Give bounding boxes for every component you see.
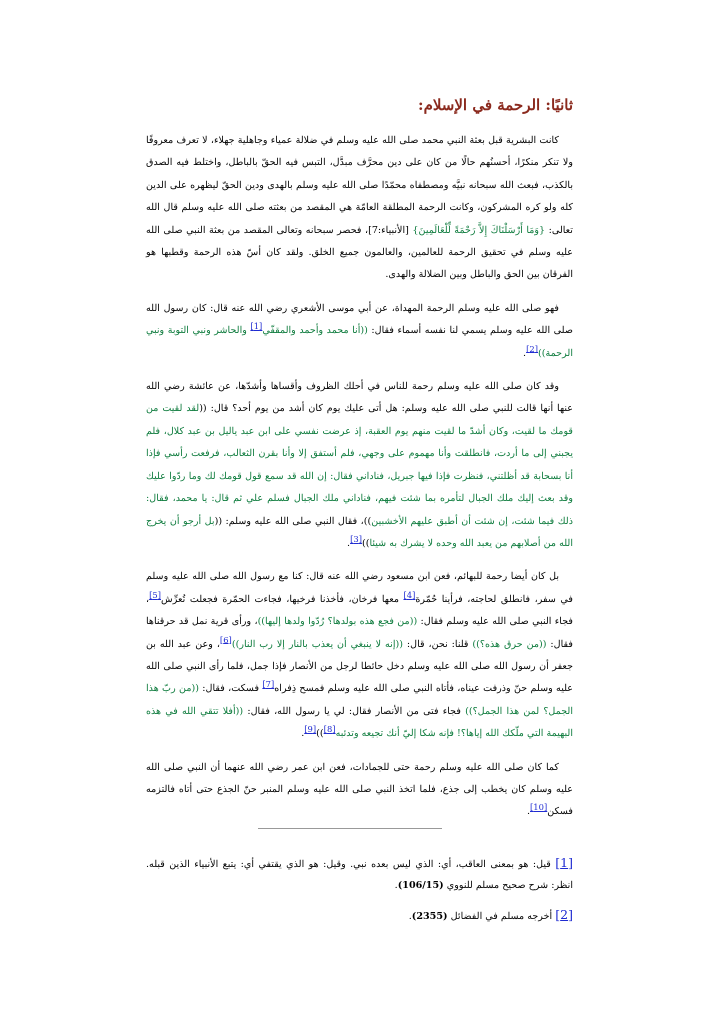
footnote-ref-5[interactable]: [5] [149, 589, 162, 600]
footnote-2-end: . [408, 911, 412, 922]
p4-text-b: معها فرخان، فأخذنا فرخيها، فجاءت الحمّرة فجعلت تُعرِّش [161, 593, 404, 605]
hadith-quote-8: ((من ربّ هذا الجمل؟ لمن هذا الجمل؟)) [146, 683, 574, 717]
paragraph-3 [146, 376, 573, 555]
footnote-ref-10[interactable]: [10] [530, 802, 548, 813]
footnote-ref-3[interactable]: [3] [350, 533, 362, 544]
p3-text-c: )) [361, 537, 370, 549]
main-content [146, 96, 573, 835]
hadith-quote-3: لقد لقيت من قومك ما لقيت، وكان أشدّ ما لقيت منهم يوم العقبة، إذ عرضت نفسي على ابن عبد ياليل بن عبد كلال، فلم يجبني إلى ما أردت، فانطلقت وأنا مهموم على وجهي، فلم أستفق إلا وأنا بقرن الثعالب، فرفعت رأسي فإذا أنا بسحابة قد أظلتني، فنظرت فإذا فيها جبريل، فناداني فقال: إن الله قد سمع قول قومك لك وما ردّوا عليك وقد بعث إليك ملك الجبال لتأمره بما شئت فيهم، فناداني ملك الجبال فسلم علي ثم قال: يا محمد، فقال: ذلك فيما شئت، إن شئت أن أطبق عليهم الأخشبين [146, 403, 573, 527]
p1-text-a: كانت البشرية قبل بعثة النبي محمد صلى الله عليه وسلم في ضلالة عمياء وجاهلية جهلاء، لا تعرف معروفًا ولا تنكر منكرًا، أحسنُهم حالًا من كان على دين محرَّف مبدَّل، التبس فيه الحقّ بالباطل، واختلط فيه الصدق بالكذب، فبعث الله سبحانه نبيَّه ومصطفاه محمّدًا صلى الله عليه وسلم بالهدى ودين الحقّ ليظهره على الدين كله ولو كره المشركون، وكانت الرحمة المطلقة العامّة هي المقصد من بعثته صلى الله عليه وسلم قال الله تعالى: [146, 135, 573, 236]
footnote-separator [258, 828, 442, 829]
footnote-2-text: أخرجه مسلم في الفضائل [447, 911, 556, 922]
p4-text-d: ، ورأى قرية نمل قد حرقناها فقال: [146, 616, 573, 650]
p5-text-a: كما كان صلى الله عليه وسلم رحمة حتى للجمادات، فعن ابن عمر رضي الله عنهما أن النبي صلى الله عليه وسلم كان يخطب إلى جذع، فلما اتخذ النبي صلى الله عليه وسلم المنبر حنّ الجذع حتى أتاه فالتزمه فسكن [146, 761, 573, 818]
footnote-1-citation: (106/15) [397, 880, 444, 891]
footnote-2-ref[interactable]: [2] [555, 907, 573, 922]
footnote-2 [146, 904, 573, 927]
hadith-quote-6: ((من حرق هذه؟)) [472, 638, 547, 650]
footnote-ref-7[interactable]: [7] [262, 679, 275, 690]
paragraph-4 [146, 566, 573, 745]
footnotes [146, 852, 573, 935]
p3-text-b: ))، فقال النبي صلى الله عليه وسلم: (( [214, 515, 372, 527]
p3-end: . [347, 537, 351, 549]
footnote-ref-8[interactable]: [8] [323, 723, 336, 734]
hadith-quote-2: والحاشر ونبي التوبة ونبي الرحمة)) [146, 325, 573, 359]
hadith-quote-5: ((من فجع هذه بولدها؟ رُدّوا ولدها إليها)) [257, 616, 418, 628]
p5-end: . [526, 806, 531, 818]
hadith-quote-4: بل أرجو أن يخرج الله من أصلابهم من يعبد الله وحده لا يشرك به شيئا [146, 515, 573, 549]
p2-end: . [523, 347, 527, 359]
p4-text-g: فسكت، فقال: [198, 683, 263, 695]
hadith-quote-1: ((أنا محمد وأحمد والمقفّي [262, 325, 368, 337]
footnote-ref-1[interactable]: [1] [250, 321, 263, 332]
p4-text-c: ، فجاء النبي صلى الله عليه وسلم فقال: [146, 593, 573, 628]
footnote-ref-2[interactable]: [2] [526, 343, 538, 354]
p2-text-a: فهو صلى الله عليه وسلم الرحمة المهداة، عن أبي موسى الأشعري رضي الله عنه قال: كان رسول الله صلى الله عليه وسلم يسمي لنا نفسه أسماء فقال: [146, 302, 573, 337]
footnote-ref-6[interactable]: [6] [219, 634, 232, 645]
footnote-ref-9[interactable]: [9] [304, 723, 317, 734]
p4-text-f: ، وعن عبد الله بن جعفر أن رسول الله صلى الله عليه وسلم دخل حائطا لرجل من الأنصار فإذا جمل، فلما رأى النبي صلى الله عليه وسلم حنّ وذرفت عيناه، فأتاه النبي صلى الله عليه وسلم فمسح ذِفراه [146, 638, 573, 695]
footnote-1-text: قيل: هو بمعنى العاقب، أي: الذي ليس بعده نبي. وقيل: هو الذي يقتفي أي: يتبع الأنبياء الذين قبله. انظر: شرح صحيح مسلم للنووي [146, 859, 573, 891]
p4-text-i: )) [316, 728, 324, 740]
p3-text-a: وقد كان صلى الله عليه وسلم رحمة للناس في أحلك الظروف وأقساها وأشدّها، عن عائشة رضي الله عنها أنها قالت للنبي صلى الله عليه وسلم: هل أتى عليك يوم كان أشد من يوم أحد؟ قال: (( [146, 381, 573, 415]
footnote-1 [146, 852, 573, 896]
footnote-1-ref[interactable]: [1] [555, 855, 573, 870]
section-heading: ثانيًا: الرحمة في الإسلام: [418, 96, 573, 114]
hadith-quote-7: ((إنه لا ينبغي أن يعذب بالنار إلا رب النار)) [231, 638, 403, 650]
paragraph-5 [146, 757, 573, 824]
p4-text-h: فجاء فتى من الأنصار فقال: لي يا رسول الله، فقال: [243, 705, 466, 717]
footnote-1-end: . [394, 880, 398, 891]
p4-text-a: بل كان أيضا رحمة للبهائم، فعن ابن مسعود رضي الله عنه قال: كنا مع رسول الله صلى الله عليه وسلم في سفر، فانطلق لحاجته، فرأينا حُمّرة [146, 571, 573, 605]
paragraph-1 [146, 130, 573, 287]
paragraph-2 [146, 298, 573, 365]
p1-text-b: [الأنبياء:7]، فحصر سبحانه وتعالى المقصد من بعثة النبي صلى الله عليه وسلم في تحقيق الرحمة للعالمين، والعالمون جميع الخلق. ولقد كان أسّ هذه الرحمة وقطبها هو الفرقان بين الحق والباطل وبين الضلالة والهدى. [146, 224, 573, 281]
hadith-quote-9: ((أفلا تتقي الله في هذه البهيمة التي ملّكك الله إياها؟! فإنه شكا إليّ أنك تجيعه وتدئبه [146, 705, 573, 740]
quran-verse: {وَمَا أَرْسَلْنَاكَ إِلاَّ رَحْمَةً لِّلْعَالَمِينَ} [412, 224, 546, 236]
p4-text-e: قلنا: نحن، قال: [402, 638, 473, 650]
p4-end: . [301, 728, 305, 740]
footnote-2-citation: (2355) [411, 911, 448, 922]
footnote-ref-4[interactable]: [4] [403, 589, 416, 600]
